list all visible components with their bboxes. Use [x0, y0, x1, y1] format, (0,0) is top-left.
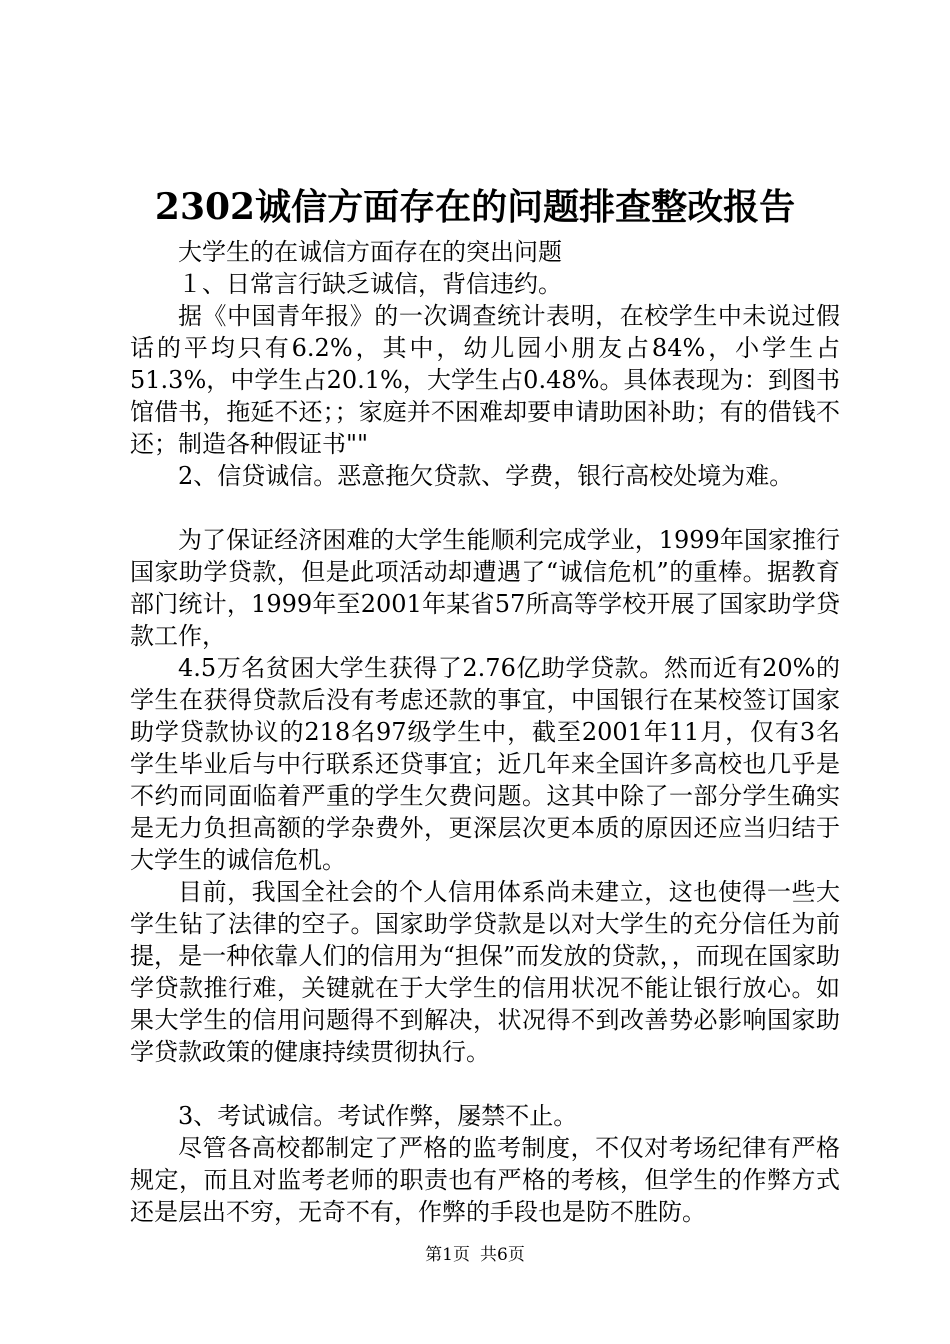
page-number: 第1页 — [425, 1245, 470, 1265]
paragraph-loan-stats: 4.5万名贫困大学生获得了2.76亿助学贷款。然而近有20%的学生在获得贷款后没有考虑还款的事宜，中国银行在某校签订国家助学贷款协议的218名97级学生中，截至2001年11月，仅有3名学生毕业后与中行联系还贷事宜；近几年来全国许多高校也几乎是不约而同面临着严重的学生欠费问题。这其中除了一部分学生确实是无力负担高额的学杂费外，更深层次更本质的原因还应当归结于大学生的诚信危机。 — [130, 654, 840, 874]
paragraph-item-3: 3、考试诚信。考试作弊，屡禁不止。 — [178, 1102, 578, 1130]
paragraph-heading: 大学生的在诚信方面存在的突出问题 — [178, 238, 562, 266]
page-footer — [0, 1243, 950, 1267]
paragraph-item-2: 2、信贷诚信。恶意拖欠贷款、学费，银行高校处境为难。 — [178, 462, 794, 490]
paragraph-exam: 尽管各高校都制定了严格的监考制度，不仅对考场纪律有严格规定，而且对监考老师的职责也有严格的考核，但学生的作弊方式还是层出不穷，无奇不有，作弊的手段也是防不胜防。 — [130, 1134, 840, 1226]
paragraph-item-1: １、日常言行缺乏诚信，背信违约。 — [178, 270, 562, 298]
document-title: 2302诚信方面存在的问题排查整改报告 — [154, 186, 796, 228]
page-total: 共6页 — [480, 1245, 525, 1265]
document-body — [130, 236, 840, 1228]
paragraph-loan-intro: 为了保证经济困难的大学生能顺利完成学业，1999年国家推行国家助学贷款，但是此项活动却遭遇了“诚信危机”的重棒。据教育部门统计，1999年至2001年某省57所高等学校开展了国家助学贷款工作， — [130, 526, 840, 650]
paragraph-credit-system: 目前，我国全社会的个人信用体系尚未建立，这也使得一些大学生钻了法律的空子。国家助学贷款是以对大学生的充分信任为前提，是一种依靠人们的信用为“担保”而发放的贷款，，而现在国家助学贷款推行难，关键就在于大学生的信用状况不能让银行放心。如果大学生的信用问题得不到解决，状况得不到改善势必影响国家助学贷款政策的健康持续贯彻执行。 — [130, 878, 840, 1066]
paragraph-survey: 据《中国青年报》的一次调查统计表明，在校学生中未说过假话的平均只有6.2%，其中，幼儿园小朋友占84%，小学生占51.3%，中学生占20.1%，大学生占0.48%。具体表现为：到图书馆借书，拖延不还；；家庭并不困难却要申请助困补助；有的借钱不还；制造各种假证书"" — [130, 302, 840, 458]
